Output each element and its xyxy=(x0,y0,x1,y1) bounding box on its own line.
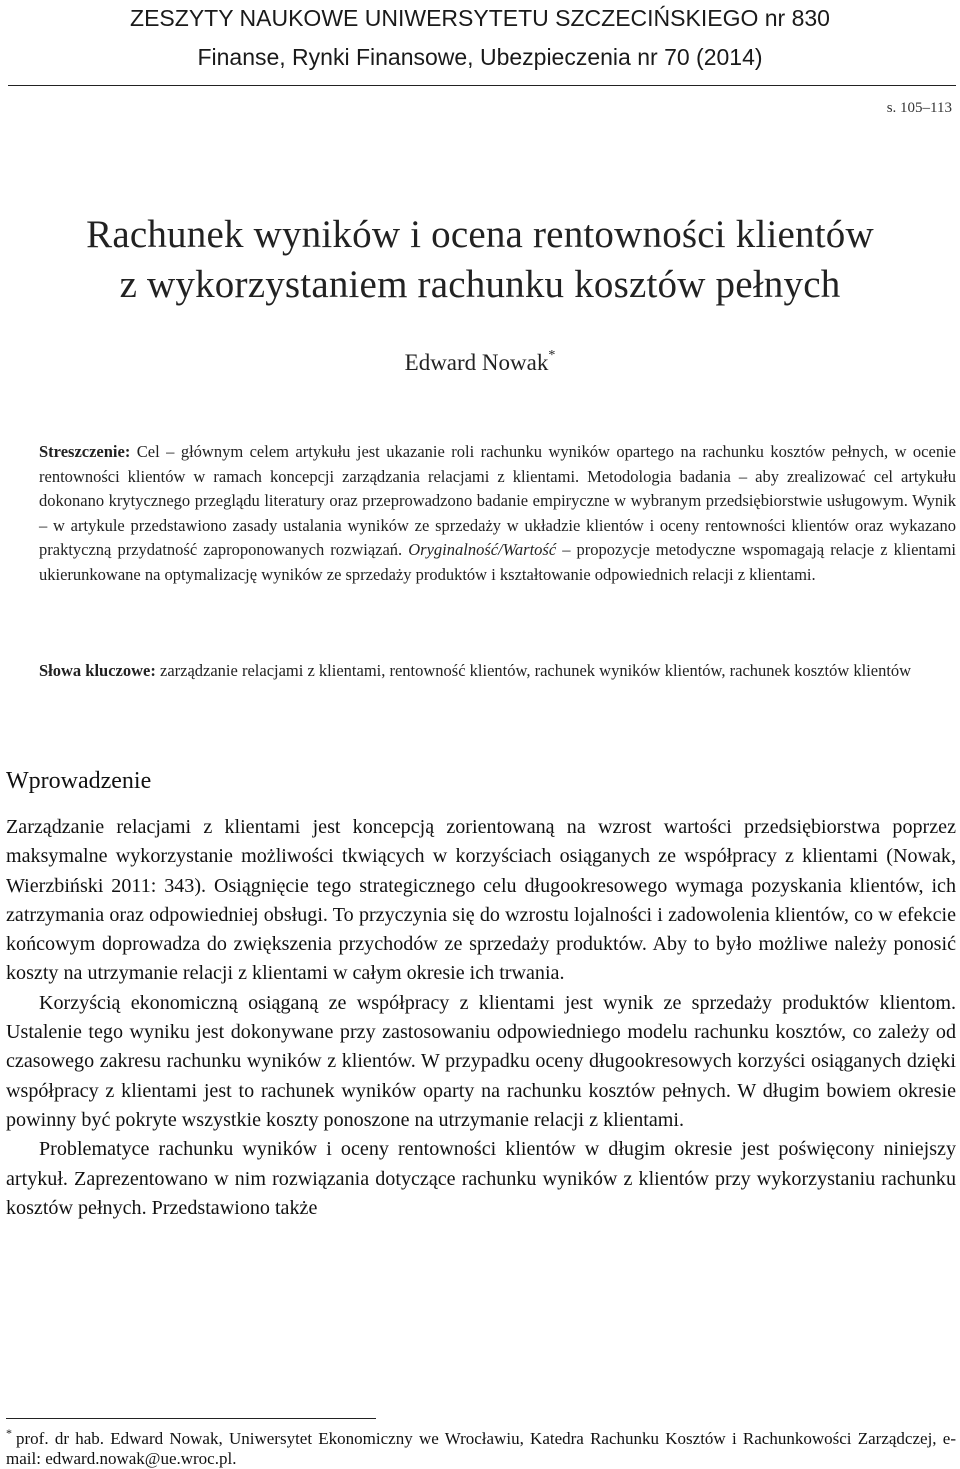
keywords-text: zarządzanie relacjami z klientami, rentowność klientów, rachunek wyników klientów, rachunek kosztów klientów xyxy=(155,661,912,680)
abstract-text-part-1: Cel – głównym celem artykułu jest ukazanie roli rachunku wyników opartego na rachunku kosztów pełnych, w ocenie rentowności klientów w ramach koncepcji zarządzania relacjami z klientami. Metodologia badania – aby zrealizować cel artykułu dokonano krytycznego przeglądu literatury oraz przeprowadzono badanie empiryczne w wybranym przedsiębiorstwie usługowym. Wynik – w artykule przedstawiono zasady ustalania wyników ze sprzedaży w układzie klientów i oceny rentowności klientów oraz wykazano praktyczną przydatność zaproponowanych rozwiązań. xyxy=(39,442,956,559)
footnote-text: prof. dr hab. Edward Nowak, Uniwersytet Ekonomiczny we Wrocławiu, Katedra Rachunku Kosztów i Rachunkowości Zarządczej, e-mail: edward.nowak@ue.wroc.pl. xyxy=(6,1429,956,1468)
keywords xyxy=(39,658,956,683)
body-paragraph: Problematyce rachunku wyników i oceny rentowności klientów w długim okresie jest poświęcony niniejszy artykuł. Zaprezentowano w nim rozwiązania dotyczące rachunku wyników z klientów przy wykorzystaniu rachunku kosztów pełnych. Przedstawiono także xyxy=(6,1138,956,1219)
journal-series-title: ZESZYTY NAUKOWE UNIWERSYTETU SZCZECIŃSKIEGO nr 830 xyxy=(130,5,830,31)
section-body xyxy=(6,813,956,1223)
article-title-line-1: Rachunek wyników i ocena rentowności klientów xyxy=(86,213,874,256)
footnote-divider xyxy=(6,1418,376,1419)
abstract-label: Streszczenie: xyxy=(39,442,131,461)
article-author xyxy=(0,341,960,378)
keywords-label: Słowa kluczowe: xyxy=(39,661,156,680)
journal-issue-title: Finanse, Rynki Finansowe, Ubezpieczenia nr 70 (2014) xyxy=(197,44,763,70)
section-heading: Wprowadzenie xyxy=(6,768,152,794)
abstract-originality-label: Oryginalność/Wartość xyxy=(408,540,557,559)
abstract xyxy=(39,440,956,587)
footnote xyxy=(6,1423,956,1469)
header-divider xyxy=(8,85,956,86)
footnote-mark: * xyxy=(6,1426,12,1440)
article-title-line-2: z wykorzystaniem rachunku kosztów pełnych xyxy=(119,263,841,306)
page-range: s. 105–113 xyxy=(886,100,952,116)
abstract-paragraph xyxy=(39,440,956,587)
article-title xyxy=(0,210,960,310)
abstract-text-part-2: – propozycje metodyczne wspomagają relacje z klientami ukierunkowane na optymalizację wyników ze sprzedaży produktów i kształtowanie odpowiednich relacji z klientami. xyxy=(39,540,956,584)
author-name: Edward Nowak xyxy=(404,350,549,375)
author-footnote-mark[interactable]: * xyxy=(548,348,556,363)
body-paragraph: Korzyścią ekonomiczną osiąganą ze współpracy z klientami jest wynik ze sprzedaży produktów klientom. Ustalenie tego wyniku jest dokonywane przy zastosowaniu odpowiedniego modelu rachunku kosztów, co zależy od czasowego zakresu rachunku wyników z klientów. W przypadku oceny długookresowych korzyści osiąganych dzięki współpracy z klientami jest to rachunek wyników oparty na rachunku kosztów pełnych. W długim bowiem okresie powinny być pokryte wszystkie koszty ponoszone na utrzymanie relacji z klientami. xyxy=(6,991,956,1131)
body-paragraph: Zarządzanie relacjami z klientami jest koncepcją zorientowaną na wzrost wartości przedsiębiorstwa poprzez maksymalne wykorzystanie możliwości tkwiących w korzyściach osiąganych ze współpracy z klientami (Nowak, Wierzbiński 2011: 343). Osiągnięcie tego strategicznego celu długookresowego wymaga pozyskania klientów, ich zatrzymania oraz odpowiedniej obsługi. To przyczynia się do wzrostu lojalności i zadowolenia klientów, co w efekcie końcowym doprowadza do zwiększenia przychodów ze sprzedaży produktów. Aby to było możliwe należy ponosić koszty na utrzymanie relacji z klientami w całym okresie ich trwania. xyxy=(6,816,956,985)
